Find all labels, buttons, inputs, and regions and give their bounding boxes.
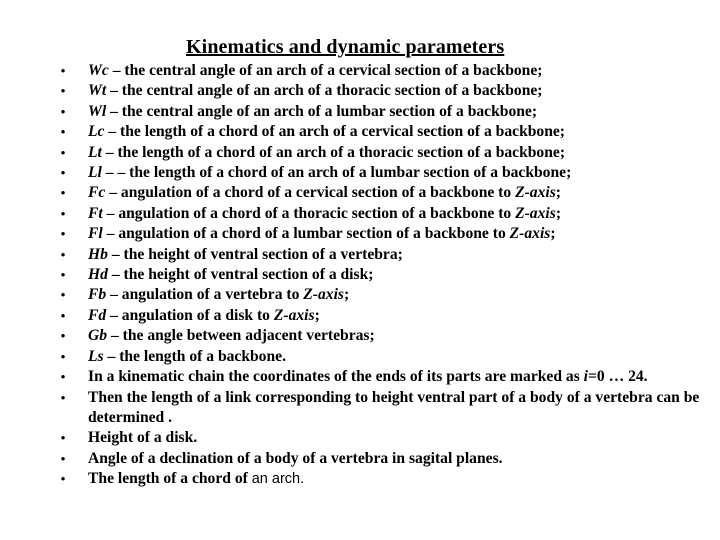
punctuation: ; <box>555 204 562 222</box>
list-item <box>56 102 716 122</box>
list-item <box>56 204 716 224</box>
parameter-description: – angulation of a disk to <box>106 306 274 324</box>
list-item <box>56 224 716 244</box>
punctuation: ; <box>550 225 556 243</box>
bullet-icon: • <box>60 307 66 323</box>
parameter-description: – the length of a backbone. <box>103 347 286 365</box>
bullet-icon: • <box>60 450 66 466</box>
bullet-icon: • <box>60 144 66 160</box>
axis-label: Z-axis <box>303 286 344 304</box>
parameter-symbol: Fl <box>88 225 103 243</box>
parameter-symbol: Wl <box>88 102 107 120</box>
bullet-icon: • <box>60 226 66 242</box>
bullet-icon: • <box>60 369 66 385</box>
parameter-description: – the length of a chord of an arch of a thoracic section of a backbone; <box>101 143 566 161</box>
parameter-description: – the angle between adjacent vertebras; <box>107 327 375 345</box>
bullet-icon: • <box>60 124 66 140</box>
punctuation: ; <box>314 306 320 324</box>
item-text: The length of a chord of <box>88 470 252 488</box>
item-text: Angle of a declination of a body of a vertebra in sagital planes. <box>88 449 503 467</box>
list-item <box>56 183 716 203</box>
axis-label: Z-axis <box>515 204 556 222</box>
list-item <box>56 143 716 163</box>
bullet-icon: • <box>60 430 66 446</box>
parameter-symbol: Ft <box>88 204 103 222</box>
bullet-icon: • <box>60 246 66 262</box>
item-text: Then the length of a link corresponding to height ventral part of a body of a vertebra can be determined . <box>88 388 700 426</box>
bullet-icon: • <box>60 165 66 181</box>
bullet-icon: • <box>60 267 66 283</box>
item-text: Height of a disk. <box>88 429 198 447</box>
bullet-icon: • <box>60 471 66 487</box>
axis-label: Z-axis <box>509 225 551 243</box>
item-text: In a kinematic chain the coordinates of the ends of its parts are marked as <box>88 368 584 386</box>
list-item <box>56 449 716 469</box>
slide-title: Kinematics and dynamic parameters <box>186 36 505 58</box>
list-item <box>56 245 716 265</box>
list-item <box>56 61 716 81</box>
bullet-icon: • <box>60 205 66 221</box>
parameter-description: – the height of ventral section of a disk; <box>107 266 374 284</box>
item-text-end: =0 … 24. <box>588 368 648 386</box>
list-item <box>56 469 716 489</box>
axis-label: Z-axis <box>515 184 556 202</box>
parameter-description: – the central angle of an arch of a lumbar section of a backbone; <box>106 102 538 120</box>
index-variable: i <box>583 368 589 386</box>
parameter-description: – angulation of a chord of a cervical section of a backbone to <box>105 184 516 202</box>
parameter-description: – the height of ventral section of a vertebra; <box>107 245 403 263</box>
parameter-description: – angulation of a vertebra to <box>106 286 304 304</box>
parameter-description: – the central angle of an arch of a cervical section of a backbone; <box>108 62 543 79</box>
parameter-symbol: Fc <box>88 184 106 202</box>
list-item <box>56 347 716 367</box>
parameter-symbol: Hb <box>88 245 108 263</box>
item-text-tail: an arch. <box>251 471 305 488</box>
list-item <box>56 428 716 448</box>
punctuation: ; <box>555 184 561 202</box>
bullet-icon: • <box>60 83 66 99</box>
list-item <box>56 367 716 387</box>
parameter-description: – the central angle of an arch of a thoracic section of a backbone; <box>106 82 543 100</box>
parameter-symbol: Wc <box>88 62 109 79</box>
bullet-icon: • <box>60 348 66 364</box>
list-item <box>56 326 716 346</box>
parameter-symbol: Lc <box>88 123 105 141</box>
bullet-icon: • <box>60 103 66 119</box>
axis-label: Z-axis <box>273 306 315 324</box>
list-item <box>56 81 716 101</box>
parameter-description: – angulation of a chord of a lumbar section of a backbone to <box>102 225 510 243</box>
list-item <box>56 285 716 305</box>
parameter-list <box>56 61 716 490</box>
list-item <box>56 306 716 326</box>
bullet-icon: • <box>60 287 66 303</box>
bullet-icon: • <box>60 328 66 344</box>
parameter-description: – angulation of a chord of a thoracic section of a backbone to <box>102 204 516 222</box>
list-item <box>56 163 716 183</box>
list-item <box>56 388 716 429</box>
list-item <box>56 265 716 285</box>
punctuation: ; <box>344 286 350 304</box>
bullet-icon: • <box>60 63 66 78</box>
parameter-symbol: Gb <box>88 327 108 345</box>
parameter-symbol: Fd <box>88 306 107 324</box>
bullet-icon: • <box>60 185 66 201</box>
bullet-icon: • <box>60 389 66 405</box>
parameter-symbol: Lt <box>88 143 102 161</box>
parameter-symbol: Hd <box>88 266 108 284</box>
parameter-symbol: Wt <box>88 82 107 100</box>
parameter-symbol: Fb <box>88 286 107 304</box>
parameter-description: – – the length of a chord of an arch of a lumbar section of a backbone; <box>101 164 572 182</box>
parameter-description: – the length of a chord of an arch of a cervical section of a backbone; <box>104 123 566 141</box>
parameter-symbol: Ls <box>88 347 104 365</box>
parameter-symbol: Ll <box>88 164 102 182</box>
list-item <box>56 122 716 142</box>
